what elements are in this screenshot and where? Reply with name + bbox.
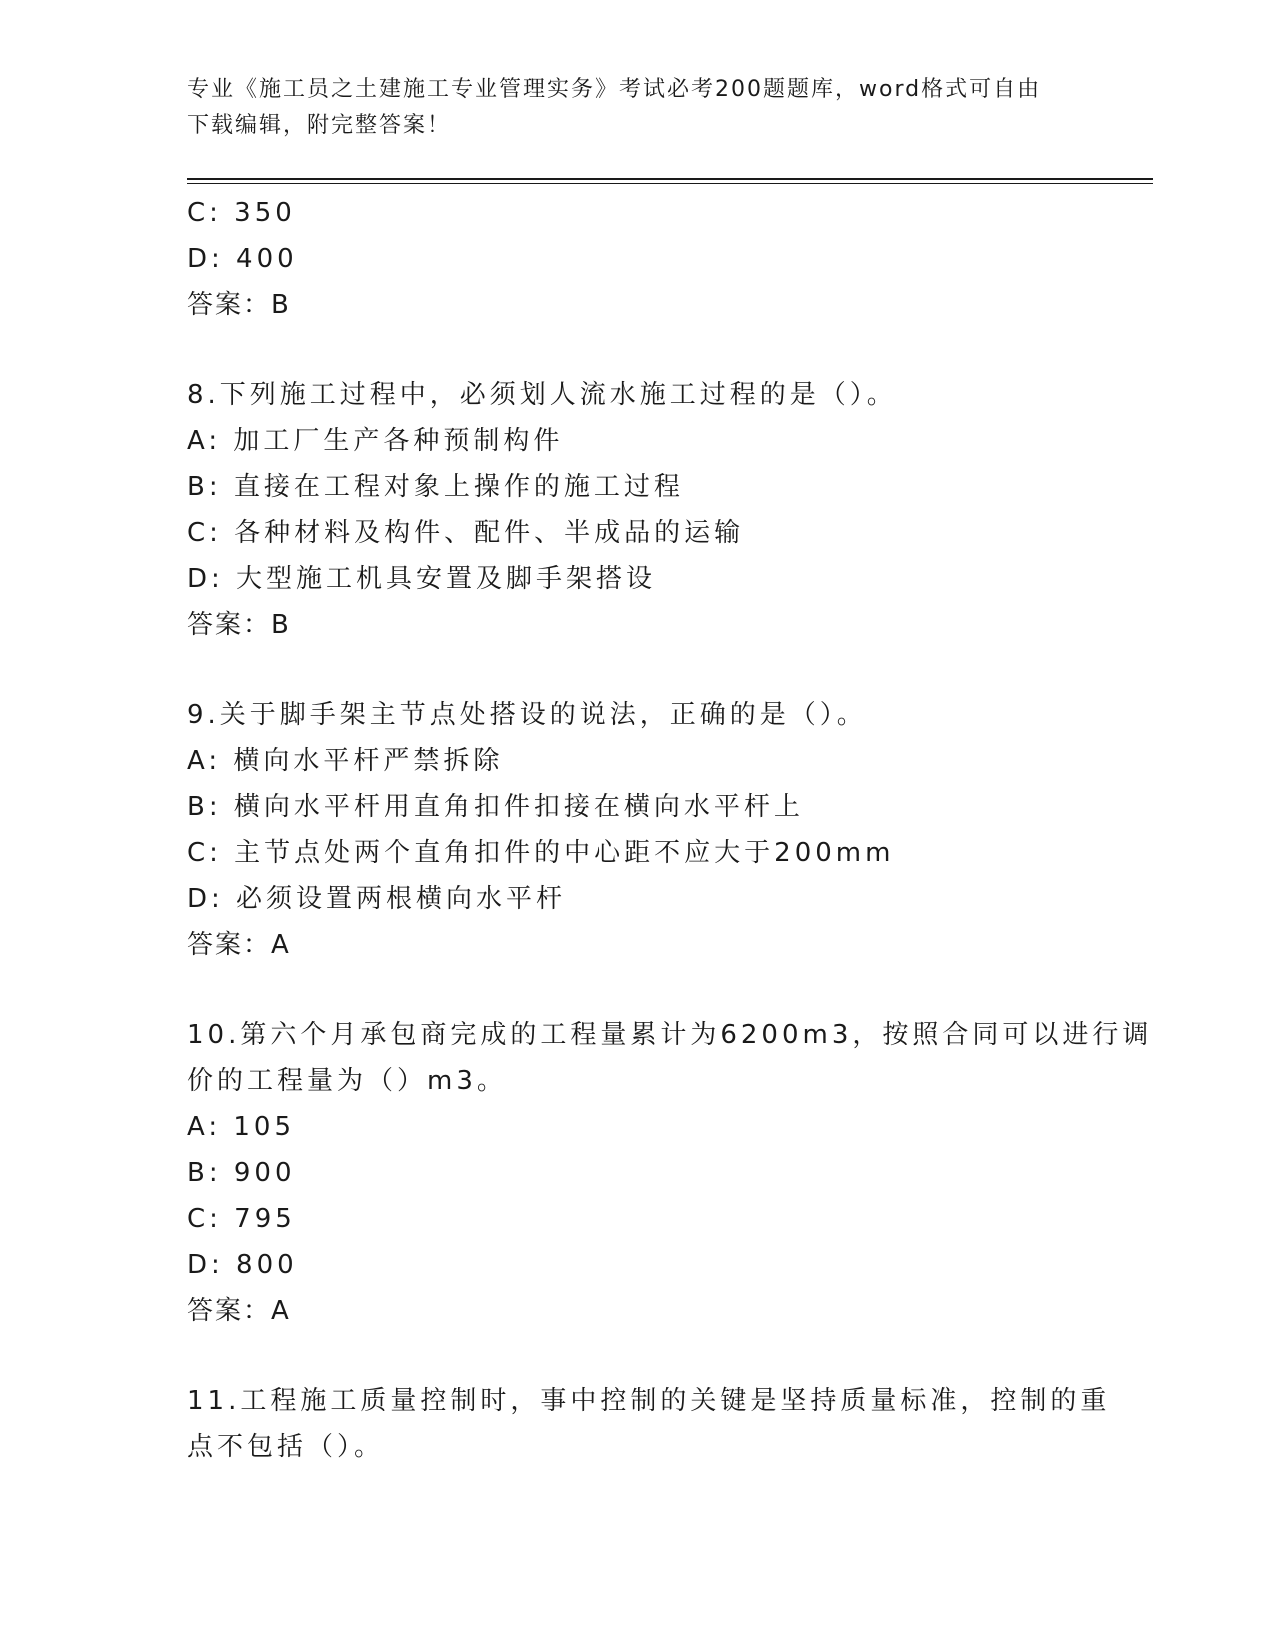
question-title-line-2: 点不包括（）。 bbox=[187, 1432, 385, 1462]
option-d: D: 必须设置两根横向水平杆 bbox=[187, 884, 567, 914]
question-title-line-1: 11.工程施工质量控制时，事中控制的关键是坚持质量标准，控制的重 bbox=[187, 1386, 1111, 1416]
option-c: C: 主节点处两个直角扣件的中心距不应大于200mm bbox=[187, 838, 895, 868]
document-body bbox=[187, 190, 1153, 1470]
option-a: A: 横向水平杆严禁拆除 bbox=[187, 746, 504, 776]
option-c: C: 各种材料及构件、配件、半成品的运输 bbox=[187, 518, 745, 548]
header-rule-thin bbox=[187, 183, 1153, 184]
header-line-2: 下载编辑，附完整答案！ bbox=[187, 113, 452, 138]
option-d: D: 大型施工机具安置及脚手架搭设 bbox=[187, 564, 657, 594]
question-10 bbox=[187, 1012, 1153, 1334]
option-c: C: 350 bbox=[187, 198, 296, 228]
question-8 bbox=[187, 372, 1087, 648]
header-line-1: 专业《施工员之土建施工专业管理实务》考试必考200题题库，word格式可自由 bbox=[187, 77, 1042, 102]
question-9 bbox=[187, 692, 1087, 968]
option-a: A: 加工厂生产各种预制构件 bbox=[187, 426, 564, 456]
document-header bbox=[187, 72, 1087, 144]
option-b: B: 直接在工程对象上操作的施工过程 bbox=[187, 472, 684, 502]
question-title: 9.关于脚手架主节点处搭设的说法，正确的是（）。 bbox=[187, 700, 867, 730]
option-c: C: 795 bbox=[187, 1204, 296, 1234]
option-d: D: 800 bbox=[187, 1250, 298, 1280]
question-title: 8.下列施工过程中，必须划人流水施工过程的是（）。 bbox=[187, 380, 897, 410]
answer-line: 答案：A bbox=[187, 1296, 291, 1326]
option-b: B: 900 bbox=[187, 1158, 296, 1188]
question-title-line-2: 价的工程量为（）m3。 bbox=[187, 1066, 507, 1096]
question-7-tail bbox=[187, 190, 1087, 328]
option-d: D: 400 bbox=[187, 244, 298, 274]
answer-line: 答案：B bbox=[187, 610, 291, 640]
answer-line: 答案：A bbox=[187, 930, 291, 960]
question-title-line-1: 10.第六个月承包商完成的工程量累计为6200m3，按照合同可以进行调 bbox=[187, 1020, 1153, 1050]
question-11 bbox=[187, 1378, 1111, 1470]
option-a: A: 105 bbox=[187, 1112, 295, 1142]
answer-line: 答案：B bbox=[187, 290, 291, 320]
header-rule bbox=[187, 178, 1153, 180]
option-b: B: 横向水平杆用直角扣件扣接在横向水平杆上 bbox=[187, 792, 804, 822]
